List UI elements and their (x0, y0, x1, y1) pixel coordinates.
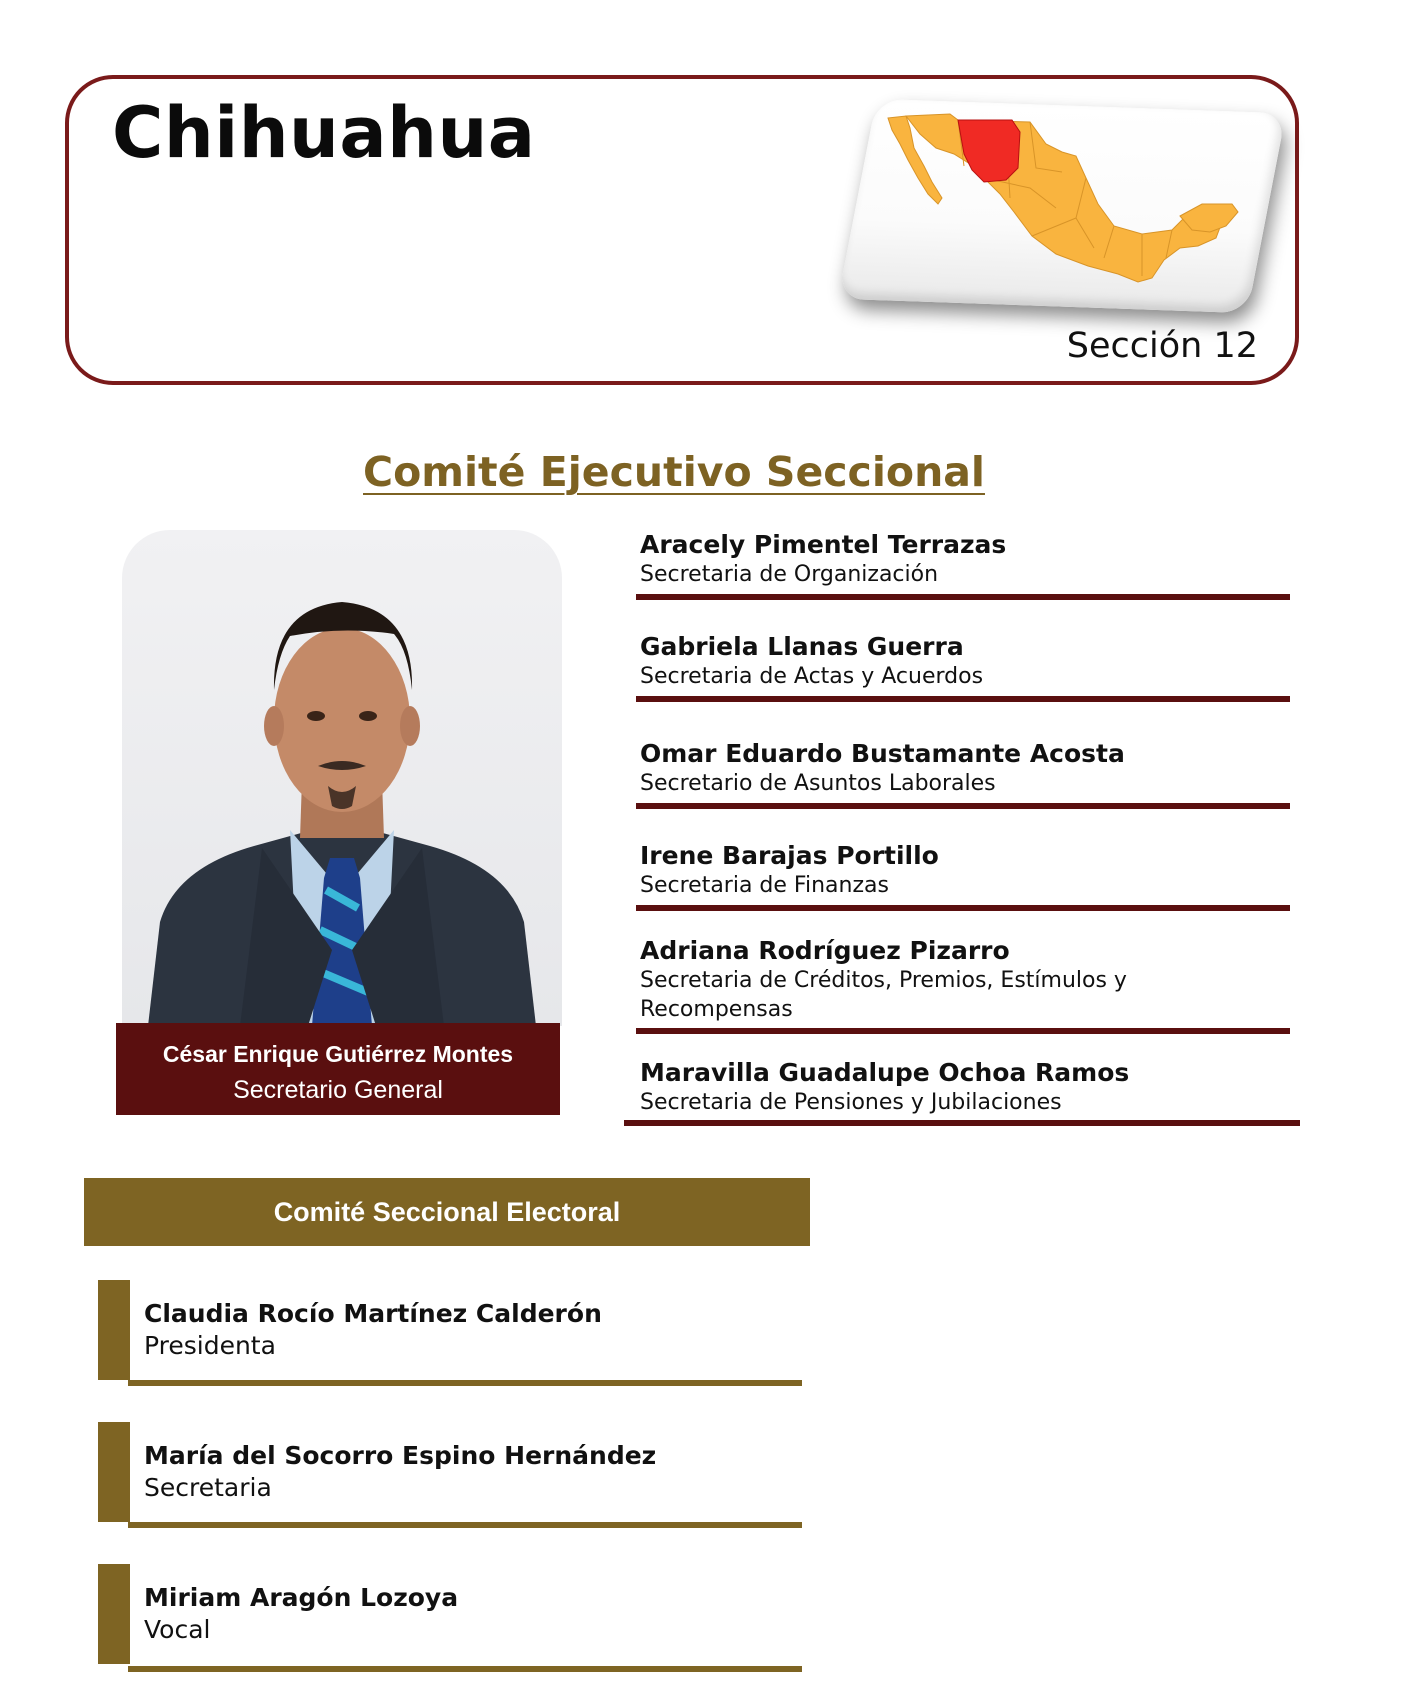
member-name: Maravilla Guadalupe Ochoa Ramos (640, 1058, 1130, 1087)
member-role: Secretaria de Pensiones y Jubilaciones (640, 1090, 1062, 1115)
member-role: Secretaria (144, 1473, 272, 1502)
member-role: Secretaria de Actas y Acuerdos (640, 664, 984, 689)
member-name: Gabriela Llanas Guerra (640, 632, 964, 661)
member-name: Claudia Rocío Martínez Calderón (144, 1299, 602, 1328)
accent-block (98, 1280, 130, 1380)
portrait-icon (122, 530, 562, 1026)
member-name: Miriam Aragón Lozoya (144, 1583, 459, 1612)
exec-member (640, 1058, 1290, 1117)
divider (636, 594, 1290, 600)
state-title: Chihuahua (112, 92, 536, 174)
elect-text (144, 1582, 458, 1646)
elect-text (144, 1298, 602, 1362)
leader-name: César Enrique Gutiérrez Montes (162, 1041, 514, 1067)
member-name: Aracely Pimentel Terrazas (640, 530, 1007, 559)
divider (624, 1120, 1300, 1126)
divider (636, 803, 1290, 809)
elect-text (144, 1440, 656, 1504)
elect-member (98, 1564, 818, 1676)
leader-role: Secretario General (233, 1076, 443, 1104)
member-name: Omar Eduardo Bustamante Acosta (640, 739, 1125, 768)
exec-member (640, 739, 1290, 798)
member-name: María del Socorro Espino Hernández (144, 1441, 657, 1470)
divider (636, 696, 1290, 702)
mexico-map-icon (880, 108, 1252, 308)
exec-member (640, 936, 1200, 1024)
divider (128, 1380, 802, 1386)
accent-block (98, 1564, 130, 1664)
member-role: Secretaria de Finanzas (640, 873, 889, 898)
divider (636, 1028, 1290, 1034)
member-role: Presidenta (144, 1331, 276, 1360)
exec-committee-title: Comité Ejecutivo Seccional (363, 448, 985, 496)
member-role: Vocal (144, 1615, 211, 1644)
member-role: Secretaria de Organización (640, 562, 939, 587)
divider (128, 1666, 802, 1672)
exec-member (640, 632, 1290, 691)
divider (128, 1522, 802, 1528)
member-role: Secretario de Asuntos Laborales (640, 771, 996, 796)
accent-block (98, 1422, 130, 1522)
section-label: Sección 12 (1066, 326, 1258, 366)
exec-member (640, 841, 1290, 900)
member-name: Adriana Rodríguez Pizarro (640, 936, 1010, 965)
electoral-committee-title: Comité Seccional Electoral (84, 1178, 810, 1246)
elect-member (98, 1280, 818, 1392)
elect-member (98, 1422, 818, 1534)
divider (636, 905, 1290, 911)
exec-member (640, 530, 1290, 589)
leader-caption (116, 1023, 560, 1115)
leader-photo (122, 530, 562, 1026)
member-role: Secretaria de Créditos, Premios, Estímulos y Recompensas (640, 968, 1127, 1022)
member-name: Irene Barajas Portillo (640, 841, 939, 870)
